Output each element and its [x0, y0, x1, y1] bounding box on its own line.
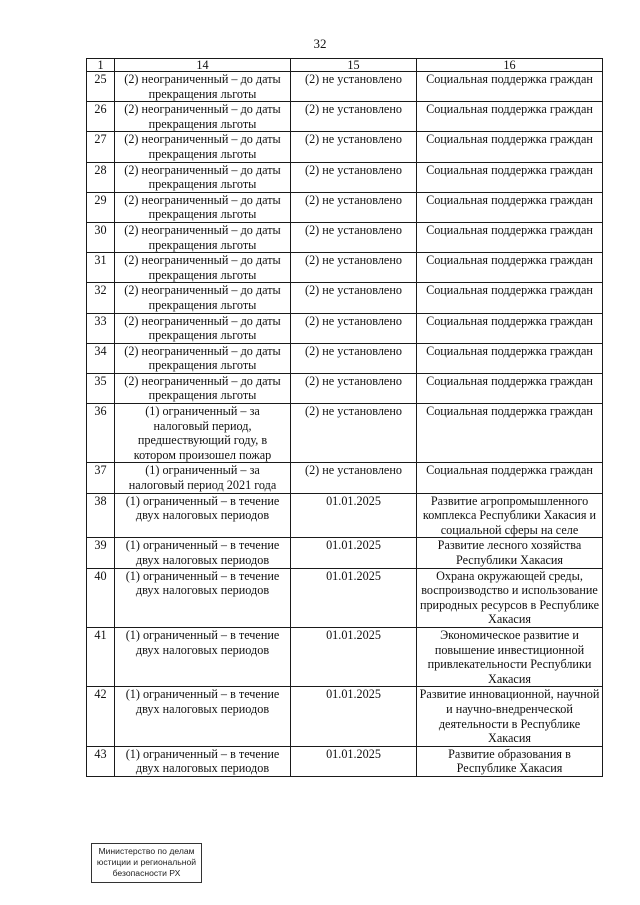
table-row [87, 283, 603, 313]
table-row [87, 253, 603, 283]
benefit-term: (1) ограниченный – в течение двух налоговых периодов [115, 627, 291, 686]
benefit-term: (2) неограниченный – до даты прекращения льготы [115, 192, 291, 222]
row-number: 38 [87, 493, 115, 538]
benefit-term: (2) неограниченный – до даты прекращения льготы [115, 373, 291, 403]
benefit-term: (1) ограниченный – в течение двух налоговых периодов [115, 746, 291, 776]
row-number: 33 [87, 313, 115, 343]
header-col-1: 1 [87, 59, 115, 72]
end-date: 01.01.2025 [291, 538, 417, 568]
table-row [87, 493, 603, 538]
program-name: Охрана окружающей среды, воспроизводство и использование природных ресурсов в Республике Хакасия [417, 568, 603, 627]
end-date: (2) не установлено [291, 222, 417, 252]
benefits-table [86, 58, 603, 777]
row-number: 37 [87, 463, 115, 493]
stamp-line-1: Министерство по делам [98, 846, 195, 856]
end-date: 01.01.2025 [291, 627, 417, 686]
table-row [87, 373, 603, 403]
row-number: 42 [87, 687, 115, 746]
row-number: 28 [87, 162, 115, 192]
benefit-term: (2) неограниченный – до даты прекращения льготы [115, 283, 291, 313]
benefit-term: (1) ограниченный – в течение двух налоговых периодов [115, 568, 291, 627]
benefit-term: (2) неограниченный – до даты прекращения льготы [115, 253, 291, 283]
header-col-15: 15 [291, 59, 417, 72]
program-name: Социальная поддержка граждан [417, 373, 603, 403]
end-date: (2) не установлено [291, 404, 417, 463]
end-date: (2) не установлено [291, 283, 417, 313]
program-name: Экономическое развитие и повышение инвестиционной привлекательности Республики Хакасия [417, 627, 603, 686]
table-header-row [87, 59, 603, 72]
row-number: 39 [87, 538, 115, 568]
benefit-term: (1) ограниченный – в течение двух налоговых периодов [115, 538, 291, 568]
header-col-16: 16 [417, 59, 603, 72]
row-number: 29 [87, 192, 115, 222]
table-row [87, 222, 603, 252]
benefit-term: (2) неограниченный – до даты прекращения льготы [115, 343, 291, 373]
end-date: (2) не установлено [291, 343, 417, 373]
program-name: Социальная поддержка граждан [417, 313, 603, 343]
end-date: (2) не установлено [291, 132, 417, 162]
table-row [87, 132, 603, 162]
program-name: Развитие образования в Республике Хакасия [417, 746, 603, 776]
table-row [87, 568, 603, 627]
end-date: (2) не установлено [291, 72, 417, 102]
benefit-term: (2) неограниченный – до даты прекращения льготы [115, 313, 291, 343]
page-number: 32 [313, 36, 327, 51]
table-row [87, 627, 603, 686]
program-name: Социальная поддержка граждан [417, 192, 603, 222]
program-name: Социальная поддержка граждан [417, 102, 603, 132]
program-name: Развитие лесного хозяйства Республики Хакасия [417, 538, 603, 568]
program-name: Развитие агропромышленного комплекса Республики Хакасия и социальной сферы на селе [417, 493, 603, 538]
row-number: 26 [87, 102, 115, 132]
program-name: Социальная поддержка граждан [417, 72, 603, 102]
benefit-term: (1) ограниченный – за налоговый период, предшествующий году, в котором произошел пожар [115, 404, 291, 463]
stamp-line-2: юстиции и региональной [96, 857, 197, 867]
row-number: 40 [87, 568, 115, 627]
row-number: 30 [87, 222, 115, 252]
benefit-term: (2) неограниченный – до даты прекращения льготы [115, 222, 291, 252]
row-number: 27 [87, 132, 115, 162]
end-date: (2) не установлено [291, 162, 417, 192]
table-row [87, 313, 603, 343]
benefit-term: (2) неограниченный – до даты прекращения льготы [115, 132, 291, 162]
program-name: Социальная поддержка граждан [417, 253, 603, 283]
program-name: Социальная поддержка граждан [417, 283, 603, 313]
row-number: 35 [87, 373, 115, 403]
end-date: 01.01.2025 [291, 746, 417, 776]
row-number: 43 [87, 746, 115, 776]
end-date: 01.01.2025 [291, 493, 417, 538]
row-number: 25 [87, 72, 115, 102]
benefit-term: (1) ограниченный – за налоговый период 2021 года [115, 463, 291, 493]
program-name: Социальная поддержка граждан [417, 463, 603, 493]
table-row [87, 343, 603, 373]
table-row [87, 72, 603, 102]
end-date: (2) не установлено [291, 253, 417, 283]
table-row [87, 746, 603, 776]
program-name: Социальная поддержка граждан [417, 343, 603, 373]
end-date: 01.01.2025 [291, 687, 417, 746]
row-number: 36 [87, 404, 115, 463]
end-date: (2) не установлено [291, 192, 417, 222]
table-row [87, 404, 603, 463]
program-name: Социальная поддержка граждан [417, 404, 603, 463]
end-date: (2) не установлено [291, 102, 417, 132]
row-number: 34 [87, 343, 115, 373]
benefit-term: (2) неограниченный – до даты прекращения льготы [115, 72, 291, 102]
stamp-line-3: безопасности РХ [112, 868, 181, 878]
row-number: 41 [87, 627, 115, 686]
end-date: (2) не установлено [291, 313, 417, 343]
table-row [87, 687, 603, 746]
program-name: Социальная поддержка граждан [417, 162, 603, 192]
row-number: 32 [87, 283, 115, 313]
benefit-term: (1) ограниченный – в течение двух налоговых периодов [115, 687, 291, 746]
benefit-term: (1) ограниченный – в течение двух налоговых периодов [115, 493, 291, 538]
table-row [87, 538, 603, 568]
table-row [87, 102, 603, 132]
benefit-term: (2) неограниченный – до даты прекращения льготы [115, 162, 291, 192]
program-name: Социальная поддержка граждан [417, 222, 603, 252]
registration-stamp [91, 843, 202, 883]
end-date: (2) не установлено [291, 463, 417, 493]
program-name: Развитие инновационной, научной и научно-внедренческой деятельности в Республике Хакасия [417, 687, 603, 746]
end-date: (2) не установлено [291, 373, 417, 403]
header-col-14: 14 [115, 59, 291, 72]
end-date: 01.01.2025 [291, 568, 417, 627]
table-row [87, 463, 603, 493]
table-row [87, 162, 603, 192]
table-row [87, 192, 603, 222]
row-number: 31 [87, 253, 115, 283]
benefit-term: (2) неограниченный – до даты прекращения льготы [115, 102, 291, 132]
program-name: Социальная поддержка граждан [417, 132, 603, 162]
